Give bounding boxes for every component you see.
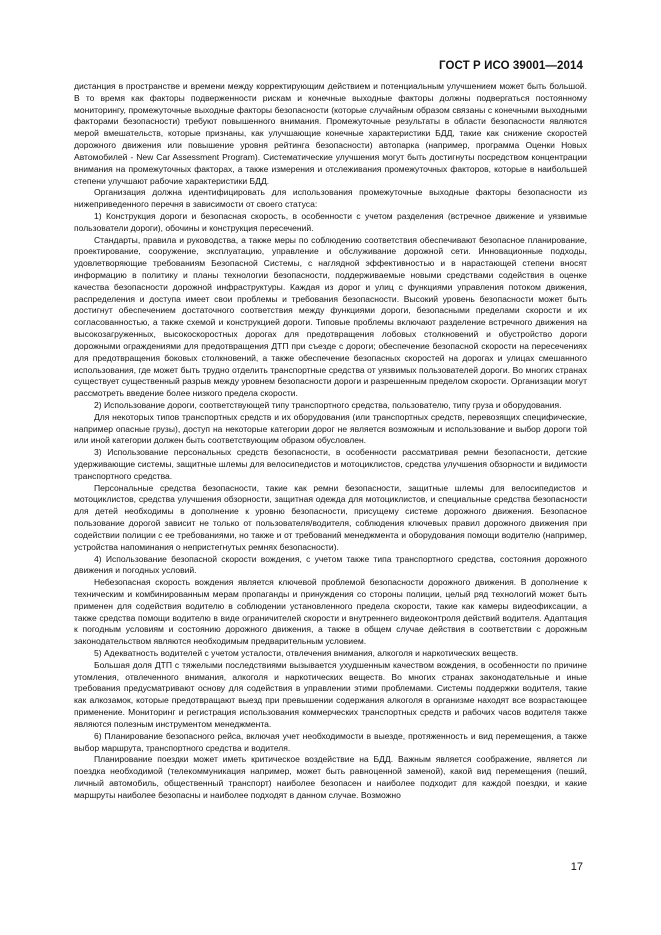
paragraph: дистанция в пространстве и времени между корректирующим действием и потенциальным улучшением может быть большой. В то время как факторы подверженности рискам и конечные выходные факторы должны подвергаться постоянному мониторингу, промежуточные выходные факторы безопасности (которые случайным образом связаны с конечными выходными факторами безопасности) требуют повышенного внимания. Промежуточные результаты в области безопасности являются мерой вмешательств, которые признаны, как улучшающие конечные характеристики БДД, такие как снижение скоростей дорожного движения или повышение уровня рейтинга безопасности) автопарка (например, программа Оценки Новых Автомобилей - New Car Assessment Program). Систематические улучшения могут быть достигнуты посредством концентрации внимания на промежуточных факторах, а также измерения и отслеживания промежуточных факторов, которые в наибольшей степени улучшают рабочие характеристики БДД.	[74, 81, 587, 186]
list-item: 2) Использование дороги, соответствующей типу транспортного средства, пользователю, типу груза и оборудования.	[94, 399, 562, 410]
paragraph: Планирование поездки может иметь критическое воздействие на БДД. Важным является соображение, является ли поездка необходимой (телекоммуникация например, может быть равноценной заменой), какой вид перемещения (пеший, личный автомобиль, общественный транспорт) наиболее безопасен и наиболее подходит для каждой поездки, и какие маршруты наиболее безопасны и наиболее подходят в данном случае. Возможно	[74, 754, 587, 800]
paragraph: Персональные средства безопасности, такие как ремни безопасности, защитные шлемы для велосипедистов и мотоциклистов, средства улучшения обзорности, защитная одежда для мотоциклистов, и специальные средства безопасности для детей необходимы в дополнение к уровню безопасности, присущему системе дорожного движения. Безопасное пользование дорогой зависит не только от пользователя/водителя, соблюдения ключевых правил дорожного движения при содействии полиции с ее требованиями, но также и от требований менеджмента и оборудования помощи водителю (например, устройства напоминания о непристегнутых ремнях безопасности).	[74, 482, 587, 552]
list-item: 3) Использование персональных средств безопасности, в особенности рассматривая ремни безопасности, детские удерживающие системы, защитные шлемы для велосипедистов и мотоциклистов, средства улучшения обзорности и видимости транспортного средства.	[74, 447, 587, 481]
document-body	[74, 81, 587, 802]
paragraph: Большая доля ДТП с тяжелыми последствиями вызывается ухудшенным качеством вождения, в особенности по причине утомления, отвлеченного внимания, алкоголя и наркотических веществ. Во многих странах законодательные и иные требования предусматривают основу для содействия в управлении этими проблемами. Системы поддержки водителя, такие как алкозамок, которые предотвращают выезд при превышении содержания алкоголя в организме находят все возрастающее применение. Мониторинг и регистрация использования коммерческих транспортных средств и рабочих часов водителя также являются полезным инструментом менеджмента.	[74, 659, 587, 729]
page-number: 17	[570, 861, 583, 873]
standard-header: ГОСТ Р ИСО 39001—2014	[438, 60, 583, 72]
list-item: 5) Адекватность водителей с учетом усталости, отвлечения внимания, алкоголя и наркотических веществ.	[94, 648, 519, 658]
list-item: 1) Конструкция дороги и безопасная скорость, в особенности с учетом разделения (встречное движение и уязвимые пользователи дороги), обочины и конструкция пересечений.	[74, 210, 587, 233]
list-item: 4) Использование безопасной скорости вождения, с учетом также типа транспортного средства, состояния дорожного движения и погодных условий.	[74, 553, 587, 576]
paragraph: Небезопасная скорость вождения является ключевой проблемой безопасности дорожного движения. В дополнение к техническим и комбинированным мерам пропаганды и принуждения со стороны полиции, целый ряд технологий может быть применен для содействия водителю в соблюдении установленного предела скорости, такие как камеры видеофиксации, а также средства помощи водителю в виде ограничителей скорости и внутреннего видеоконтроля действий водителя. Адаптация к погодным условиям и состоянию дорожного движения, а также в общем случае действия в соответствии с дорожным законодательством являются необходимым предварительным условием.	[74, 577, 587, 647]
paragraph: Для некоторых типов транспортных средств и их оборудования (или транспортных средств, перевозящих специфические, например опасные грузы), доступ на некоторые категории дорог не является возможным и использование и выбор дороги той или иной категории должен быть соответствующим образом обусловлен.	[74, 411, 587, 446]
list-item: 6) Планирование безопасного рейса, включая учет необходимости в выезде, протяженность и вид перемещения, а также выбор маршрута, транспортного средства и водителя.	[74, 730, 587, 753]
paragraph: Стандарты, правила и руководства, а также меры по соблюдению соответствия обеспечивают безопасное планирование, проектирование, сооружение, эксплуатацию, управление и обслуживание дорожной сети. Инновационные подходы, удовлетворяющие требованиям Безопасной Системы, с наглядной эффективностью и в нарастающей степени вносят информацию в политику и планы технологии безопасности, поддерживаемые новыми средствами содействия в оценке качества безопасности дорожной инфраструктуры. Каждая из дорог и улиц с функциями управления потоком движения, распределения и доступа имеет свои проблемы и требования безопасности. Высокий уровень безопасности может быть достигнут обеспечением достаточного соответствия между функциями дороги, безопасными пределами скорости и их согласованностью, а также схемой и конструкцией дороги. Типовые проблемы включают разделение встречного движения на высокозагруженных, высокоскоростных дорогах для предотвращения лобовых столкновений и обустройство дороги дорожными ограждениями для предотвращения ДТП при съезде с дороги; обеспечение безопасной скорости на пересечениях для предотвращения боковых столкновений, а также обеспечение безопасных скоростей на дорогах и улицах смешанного использования, где может быть трудно отделить транспортные средства от уязвимых пользователей дороги. Во многих странах существует существенный разрыв между уровнем безопасности дороги и разрешенным пределом скорости. Организации могут рассмотреть введение более низкого предела скорости.	[74, 234, 587, 399]
paragraph: Организация должна идентифицировать для использования промежуточные выходные факторы безопасности из нижеприведенного перечня в зависимости от своего статуса:	[74, 187, 587, 210]
